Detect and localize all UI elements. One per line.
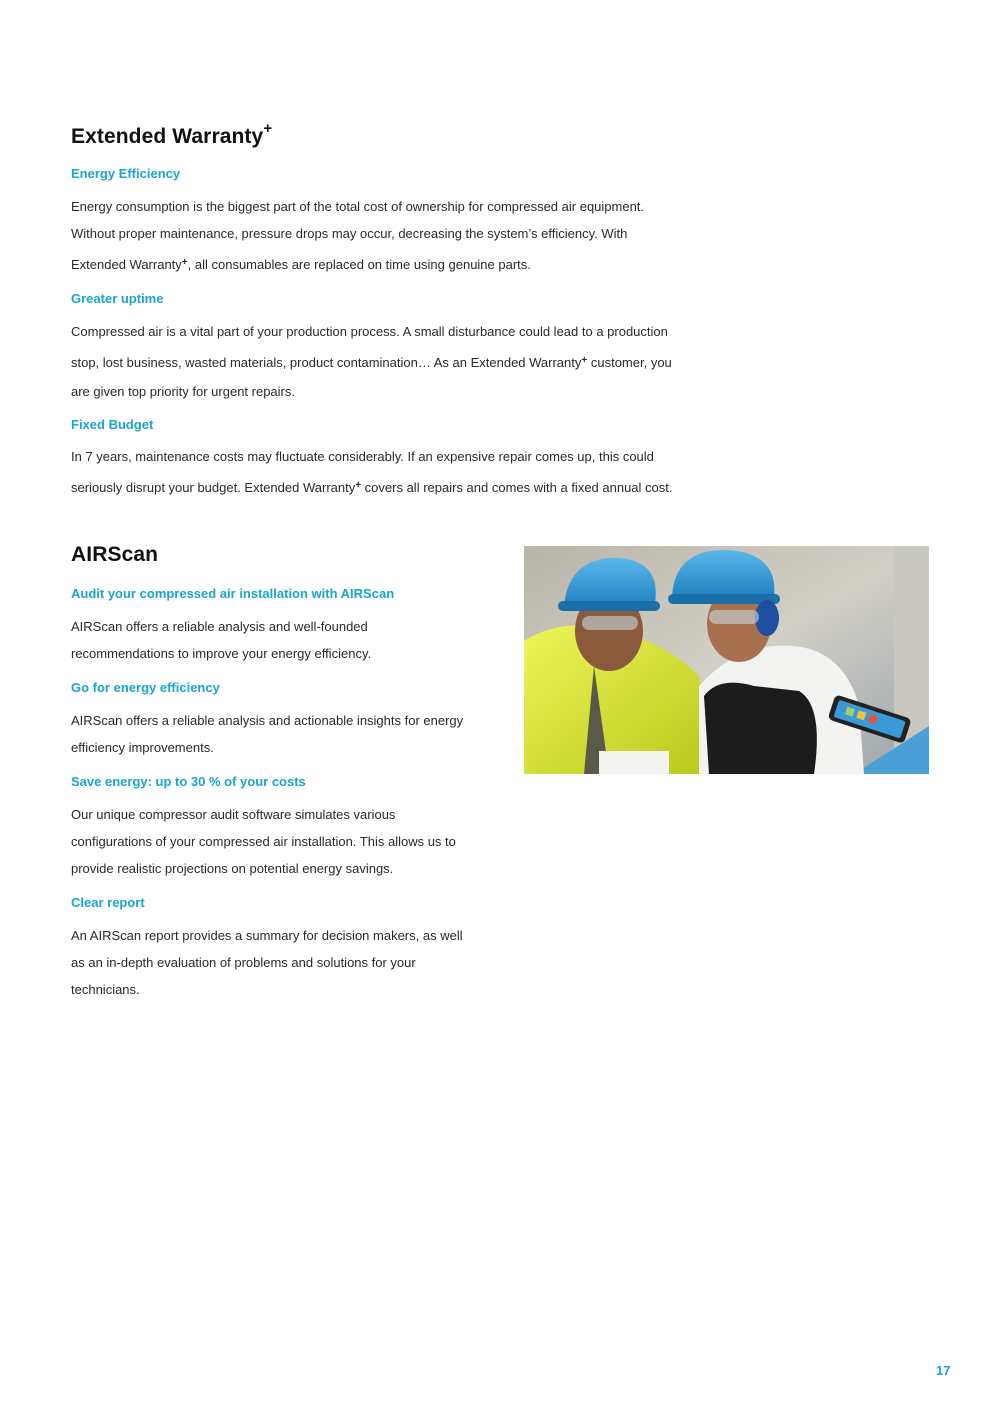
audit-heading: Audit your compressed air installation with AIRScan	[71, 586, 395, 601]
energy-efficiency-go-heading: Go for energy efficiency	[71, 680, 220, 695]
text-line: seriously disrupt your budget. Extended Warranty+ covers all repairs and comes with a fixed annual cost.	[71, 480, 673, 495]
text-line: technicians.	[71, 982, 140, 997]
text-line: efficiency improvements.	[71, 740, 214, 755]
text-line: Without proper maintenance, pressure drops may occur, decreasing the system’s efficiency. With	[71, 226, 628, 241]
text-line: An AIRScan report provides a summary for decision makers, as well	[71, 928, 463, 943]
text-line: AIRScan offers a reliable analysis and actionable insights for energy	[71, 713, 464, 728]
clear-report-heading: Clear report	[71, 895, 145, 910]
energy-efficiency-text	[71, 193, 644, 280]
text-line: are given top priority for urgent repairs.	[71, 384, 295, 399]
energy-efficiency-go-text	[71, 707, 463, 761]
text-line: configurations of your compressed air installation. This allows us to	[71, 834, 456, 849]
fixed-budget-heading: Fixed Budget	[71, 417, 154, 432]
technicians-photo	[524, 546, 929, 774]
energy-efficiency-heading: Energy Efficiency	[71, 166, 181, 181]
warranty-title-sup: +	[263, 120, 273, 137]
text-line: as an in-depth evaluation of problems and solutions for your	[71, 955, 416, 970]
text-line: Energy consumption is the biggest part of the total cost of ownership for compressed air equipment.	[71, 199, 645, 214]
greater-uptime-heading: Greater uptime	[71, 291, 164, 306]
fixed-budget-text	[71, 443, 673, 503]
text-line: In 7 years, maintenance costs may fluctuate considerably. If an expensive repair comes up, this could	[71, 449, 654, 464]
text-line: Compressed air is a vital part of your production process. A small disturbance could lead to a production	[71, 324, 668, 339]
clear-report-text	[71, 922, 463, 1003]
text-line: Our unique compressor audit software simulates various	[71, 807, 396, 822]
text-line: Extended Warranty+, all consumables are replaced on time using genuine parts.	[71, 257, 531, 272]
save-energy-text	[71, 801, 456, 882]
text-line: recommendations to improve your energy efficiency.	[71, 646, 372, 661]
audit-text	[71, 613, 371, 667]
text-line: stop, lost business, wasted materials, product contamination… As an Extended Warranty+ customer, you	[71, 355, 672, 370]
save-energy-heading: Save energy: up to 30 % of your costs	[71, 774, 306, 789]
text-line: provide realistic projections on potential energy savings.	[71, 861, 394, 876]
text-line: AIRScan offers a reliable analysis and well-founded	[71, 619, 368, 634]
warranty-title: Extended Warranty+	[71, 120, 273, 148]
airscan-title: AIRScan	[71, 543, 159, 566]
page-number: 17	[936, 1363, 951, 1378]
greater-uptime-text	[71, 318, 672, 405]
